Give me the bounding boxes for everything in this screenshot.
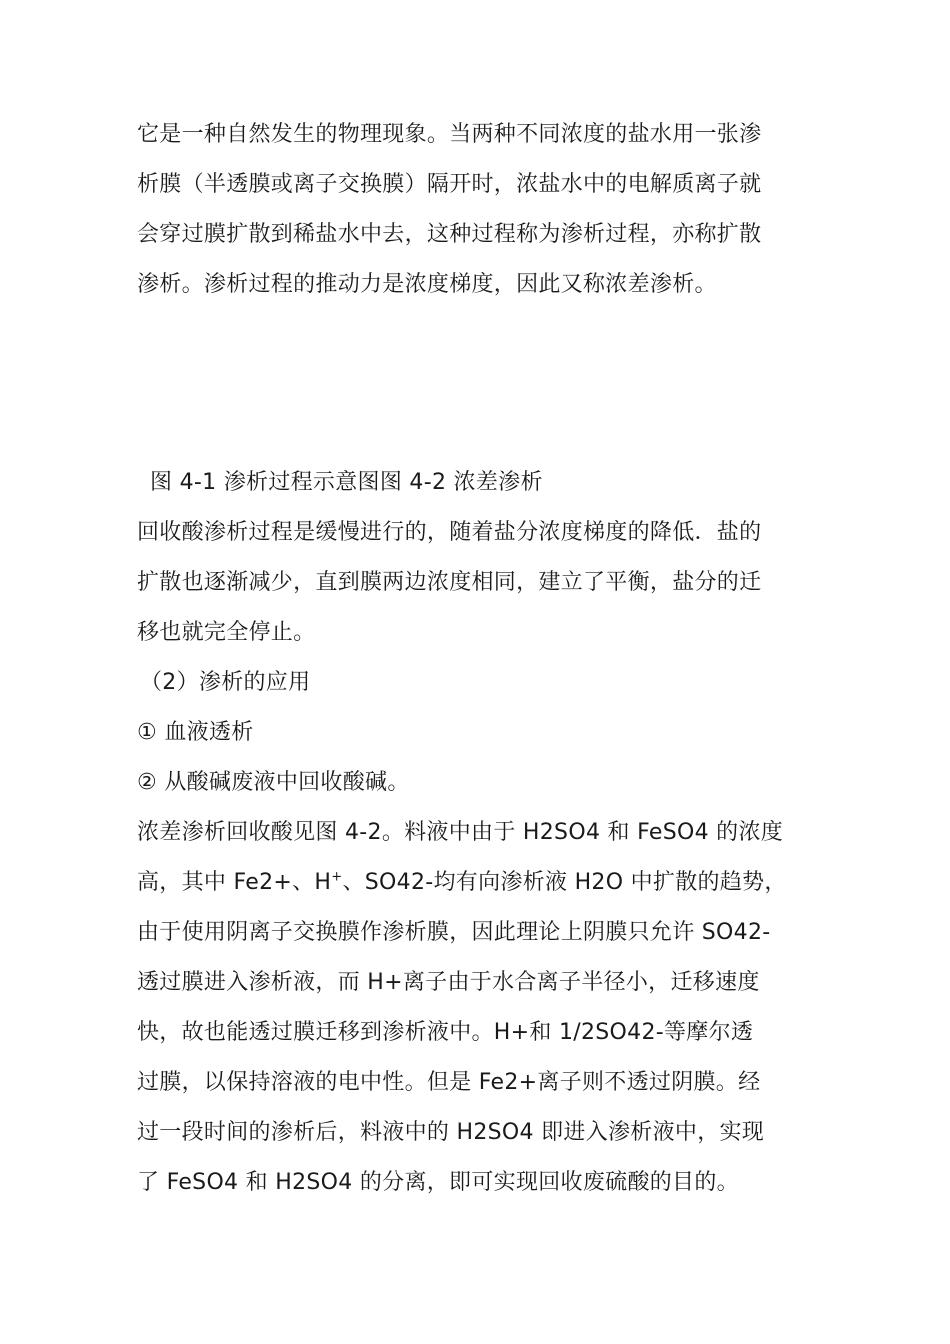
paragraph2-line-3: 移也就完全停止。	[137, 620, 316, 645]
paragraph2-line-2: 扩散也逐渐减少，直到膜两边浓度相同，建立了平衡，盐分的迁	[137, 570, 762, 595]
paragraph3-line-1: 浓差渗析回收酸见图 4-2。料液中由于 H2SO4 和 FeSO4 的浓度	[137, 820, 784, 845]
h-plus-superscript: +	[331, 869, 343, 885]
paragraph3-line-2-post: 、SO42-均有向渗析液 H2O 中扩散的趋势，	[342, 870, 787, 895]
paragraph3-line-5: 快，故也能透过膜迁移到渗析液中。H+和 1/2SO42-等摩尔透	[137, 1020, 754, 1045]
figure-caption: 图 4-1 渗析过程示意图图 4-2 浓差渗析	[150, 470, 543, 495]
paragraph3-line-3: 由于使用阴离子交换膜作渗析膜，因此理论上阴膜只允许 SO42-	[137, 920, 771, 945]
paragraph1-line-2: 析膜（半透膜或离子交换膜）隔开时，浓盐水中的电解质离子就	[137, 172, 762, 197]
paragraph1-line-3: 会穿过膜扩散到稀盐水中去，这种过程称为渗析过程，亦称扩散	[137, 222, 762, 247]
paragraph3-line-6: 过膜，以保持溶液的电中性。但是 Fe2+离子则不透过阴膜。经	[137, 1070, 761, 1095]
paragraph1-line-4: 渗析。渗析过程的推动力是浓度梯度，因此又称浓差渗析。	[137, 272, 717, 297]
paragraph1-line-1: 它是一种自然发生的物理现象。当两种不同浓度的盐水用一张渗	[137, 122, 762, 147]
paragraph3-line-4: 透过膜进入渗析液，而 H+离子由于水合离子半径小，迁移速度	[137, 970, 760, 995]
section-heading: （2）渗析的应用	[140, 670, 311, 695]
paragraph2-line-1: 回收酸渗析过程是缓慢进行的，随着盐分浓度梯度的降低．盐的	[137, 520, 762, 545]
list-item-1: ① 血液透析	[137, 720, 254, 745]
paragraph3-line-7: 过一段时间的渗析后，料液中的 H2SO4 即进入渗析液中，实现	[137, 1120, 765, 1145]
list-item-2: ② 从酸碱废液中回收酸碱。	[137, 770, 410, 795]
paragraph3-line-2-pre: 高，其中 Fe2+、H	[137, 870, 332, 895]
paragraph3-line-2	[137, 868, 787, 898]
paragraph3-line-8: 了 FeSO4 和 H2SO4 的分离，即可实现回收废硫酸的目的。	[137, 1170, 739, 1195]
